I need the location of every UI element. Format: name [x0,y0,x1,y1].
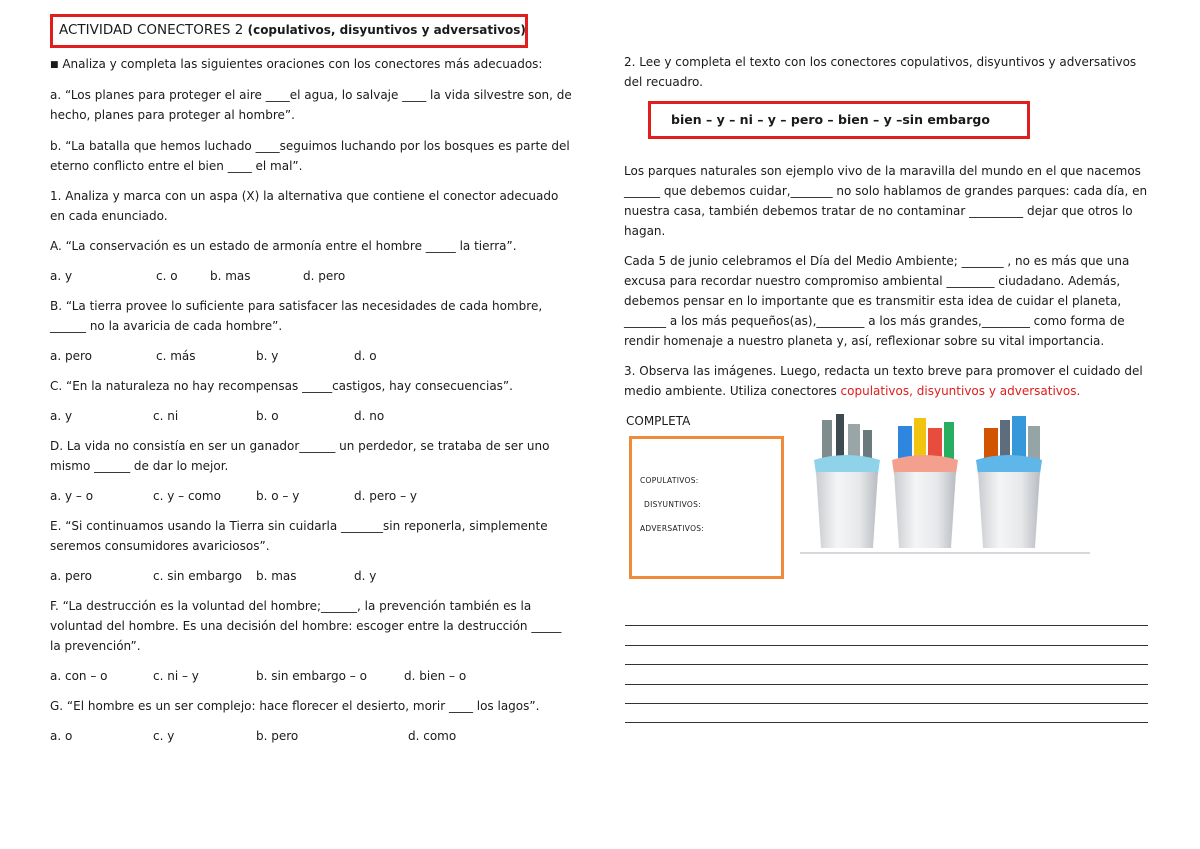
question-d: D. La vida no consistía en ser un ganador______ un perdedor, se trataba de ser uno mismo ______ de dar lo mejor. [50,439,550,473]
writing-line[interactable] [625,704,1148,723]
writing-line[interactable] [625,626,1148,645]
options-d [50,486,575,506]
paragraph-2: Cada 5 de junio celebramos el Día del Medio Ambiente; _______ , no es más que una excusa para recordar nuestro compromiso ambiental ________ ciudadano. Además, debemos pensar en lo importante que es transmitir esta idea de cuidar el planeta, _______ a los más pequeños(as),________ a los más grandes,________ como forma de rendir homenaje a nuestro planeta y, así, reflexionar sobre su vital importancia. [624,254,1130,348]
option[interactable]: a. y [50,269,73,283]
bullet-square-icon: ■ [50,60,59,70]
right-column [624,52,1154,401]
option[interactable]: b. mas [256,569,297,583]
option[interactable]: b. sin embargo – o [256,669,367,683]
question-g: G. “El hombre es un ser complejo: hace florecer el desierto, morir ____ los lagos”. [50,699,540,713]
options-a [50,266,575,286]
option[interactable]: a. y [50,409,73,423]
completa-label: COMPLETA [626,414,691,428]
option[interactable]: d. como [408,729,457,743]
instruction-3-red-text: copulativos, disyuntivos y adversativos. [840,384,1081,398]
question-c: C. “En la naturaleza no hay recompensas _____castigos, hay consecuencias”. [50,379,513,393]
option[interactable]: a. con – o [50,669,108,683]
option[interactable]: b. y [256,349,279,363]
sentence-a: a. “Los planes para proteger el aire ____el agua, lo salvaje ____ la vida silvestre son, de hecho, planes para proteger al hombre”. [50,88,572,122]
question-e: E. “Si continuamos usando la Tierra sin cuidarla _______sin reponerla, simplemente seremos consumidores avariciosos”. [50,519,548,553]
writing-lines [625,607,1148,723]
option[interactable]: b. pero [256,729,299,743]
label-copulativos: COPULATIVOS: [640,476,699,485]
connectors-answer-box [629,436,784,579]
worksheet-title: ACTIVIDAD CONECTORES 2 [59,22,244,38]
option[interactable]: c. sin embargo [153,569,242,583]
option[interactable]: d. y [354,569,377,583]
options-g [50,726,575,746]
option[interactable]: a. pero [50,349,92,363]
options-f [50,666,575,686]
label-adversativos: ADVERSATIVOS: [640,524,705,533]
option[interactable]: d. o [354,349,377,363]
option[interactable]: c. ni [153,409,179,423]
label-disyuntivos: DISYUNTIVOS: [644,500,702,509]
option[interactable]: c. o [156,269,178,283]
option[interactable]: c. ni – y [153,669,199,683]
intro-instruction [50,54,575,76]
writing-line[interactable] [625,646,1148,665]
worksheet-subtitle: (copulativos, disyuntivos y adversativos) [247,23,526,37]
option[interactable]: d. bien – o [404,669,467,683]
question-b: B. “La tierra provee lo suficiente para satisfacer las necesidades de cada hombre, ______ no la avaricia de cada hombre”. [50,299,543,333]
instruction-3-text: 3. Observa las imágenes. Luego, redacta un texto breve para promover el cuidado del medio ambiente. Utiliza conectores [624,364,1143,398]
instruction-3 [624,361,1154,401]
figure-area [624,408,1154,588]
option[interactable]: c. más [156,349,196,363]
instruction-1: 1. Analiza y marca con un aspa (X) la alternativa que contiene el conector adecuado en cada enunciado. [50,189,559,223]
writing-line[interactable] [625,607,1148,626]
option[interactable]: d. pero [303,269,346,283]
option[interactable]: a. y – o [50,489,94,503]
option[interactable]: c. y – como [153,489,221,503]
question-f: F. “La destrucción es la voluntad del hombre;______, la prevención también es la voluntad del hombre. Es una decisión del hombre: escoger entre la destrucción _____ la prevención”. [50,599,562,653]
sentence-b: b. “La batalla que hemos luchado ____seguimos luchando por los bosques es parte del eterno conflicto entre el bien ____ el mal”. [50,139,570,173]
option[interactable]: a. o [50,729,73,743]
instruction-2: 2. Lee y completa el texto con los conectores copulativos, disyuntivos y adversativos del recuadro. [624,55,1137,89]
option[interactable]: b. o [256,409,279,423]
writing-line[interactable] [625,685,1148,704]
recycling-bins-image [800,408,1095,558]
connectors-box: bien – y – ni – y – pero – bien – y –sin embargo [648,101,1030,139]
option[interactable]: b. o – y [256,489,300,503]
option[interactable]: b. mas [210,269,251,283]
option[interactable]: d. no [354,409,385,423]
title-box [50,14,528,48]
question-a: A. “La conservación es un estado de armonía entre el hombre _____ la tierra”. [50,239,517,253]
option[interactable]: d. pero – y [354,489,417,503]
paragraph-1: Los parques naturales son ejemplo vivo de la maravilla del mundo en el que nacemos ______ que debemos cuidar,_______ no solo hablamos de grandes parques: cada día, en nuestra casa, también debemos tratar de no contaminar _________ dejar que otros lo hagan. [624,164,1148,238]
intro-text: Analiza y completa las siguientes oraciones con los conectores más adecuados: [62,57,543,71]
options-b [50,346,575,366]
option[interactable]: a. pero [50,569,92,583]
option[interactable]: c. y [153,729,175,743]
options-c [50,406,575,426]
writing-line[interactable] [625,665,1148,684]
options-e [50,566,575,586]
left-column [50,14,575,746]
